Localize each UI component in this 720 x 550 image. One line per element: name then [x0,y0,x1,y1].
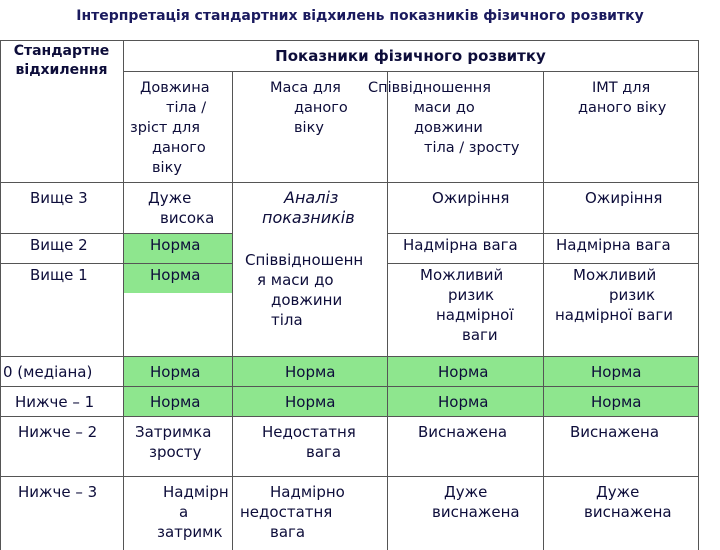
deviation-table [0,40,698,550]
row-sd-below-3: Нижче – 3 [18,483,98,501]
grid-line-row2 [0,263,232,264]
header-length: Довжина тіла / зріст для даного віку [130,80,210,176]
row-6-length: Затримка зросту [135,423,212,461]
grid-line-row1 [0,233,232,234]
grid-vline-1 [123,40,124,550]
header-std-deviation: Стандартне відхилення [13,43,110,78]
row-4-bmi: Норма [591,363,642,381]
header-group-title: Показники фізичного розвитку [275,47,546,65]
grid-line-row3 [0,356,698,357]
analysis-note-body: Співвідношенн я маси до довжини тіла [245,251,364,329]
row-5-mass: Норма [285,393,336,411]
row-1-ratio: Ожиріння [432,189,510,207]
grid-line-row5 [0,416,698,417]
grid-line-top [0,40,698,41]
analysis-note-title: Аналіз показників [262,188,355,227]
row-6-bmi: Виснажена [570,423,660,441]
header-mass: Маса для даного віку [270,80,348,136]
grid-line-header-split [123,71,698,72]
grid-vline-right [698,40,699,550]
row-5-length: Норма [150,393,201,411]
grid-line-row6 [0,476,698,477]
row-3-length: Норма [150,266,201,284]
row-7-mass: Надмірно недостатня вага [240,483,345,541]
row-sd-above-1: Вище 1 [30,266,88,284]
grid-vline-4 [543,71,544,550]
row-2-length: Норма [150,236,201,254]
row-2-bmi: Надмірна вага [556,236,671,254]
row-sd-above-2: Вище 2 [30,236,88,254]
row-4-length: Норма [150,363,201,381]
header-bmi: ІМТ для даного віку [578,80,667,116]
row-1-length: Дуже висока [148,189,215,227]
grid-vline-3-header [387,71,388,182]
row-sd-median: 0 (медіана) [3,363,93,381]
header-ratio: Співвідношення маси до довжини тіла / зросту [368,80,520,156]
row-sd-above-3: Вище 3 [30,189,88,207]
row-6-mass: Недостатня вага [262,423,356,461]
grid-vline-2 [232,182,233,550]
grid-vline-3 [387,182,388,550]
grid-line-row4 [0,386,698,387]
row-1-bmi: Ожиріння [585,189,663,207]
row-7-ratio: Дуже виснажена [432,483,520,521]
row-sd-below-1: Нижче – 1 [15,393,95,411]
row-3-bmi: Можливий ризик надмірної ваги [555,266,673,324]
row-6-ratio: Виснажена [418,423,508,441]
page-title: Інтерпретація стандартних відхилень показників фізичного розвитку [76,8,644,24]
row-5-bmi: Норма [591,393,642,411]
row-2-ratio: Надмірна вага [403,236,518,254]
row-sd-below-2: Нижче – 2 [18,423,98,441]
row-4-ratio: Норма [438,363,489,381]
row-7-length: Надмірн а затримк [157,483,229,541]
row-5-ratio: Норма [438,393,489,411]
row-3-ratio: Можливий ризик надмірної ваги [420,266,514,344]
row-4-mass: Норма [285,363,336,381]
grid-vline-left [0,40,1,550]
row-7-bmi: Дуже виснажена [584,483,672,521]
grid-line-header-bottom [0,182,698,183]
grid-vline-2-header [232,71,233,182]
